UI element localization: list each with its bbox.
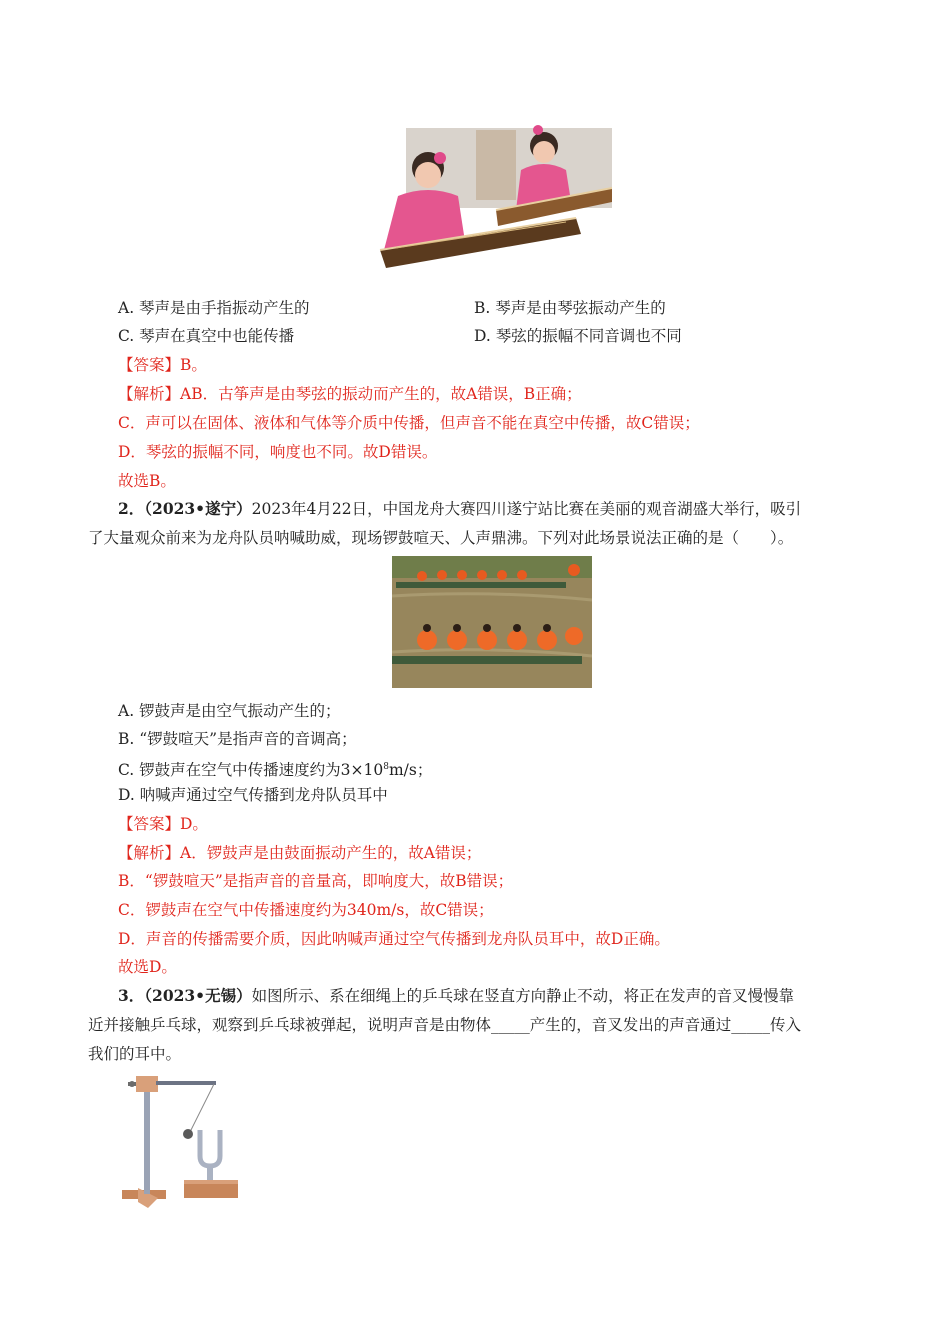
q2-option-b: B. “锣鼓喧天”是指声音的音调高；: [118, 730, 357, 748]
analysis-label: 【解析】: [118, 844, 181, 862]
q1-option-b: B. 琴声是由琴弦振动产生的: [474, 299, 666, 317]
q2-option-c-exponent: 8: [383, 762, 389, 772]
q1-answer: 【答案】B。: [118, 356, 207, 374]
q2-option-a: A. 锣鼓声是由空气振动产生的；: [118, 702, 341, 720]
q1-analysis-1: [118, 383, 582, 405]
q2-option-c-unit: m/s；: [388, 761, 433, 780]
q2-number: 2．: [118, 499, 145, 518]
tuning-fork-diagram: [118, 1070, 248, 1216]
q1-option-a: A. 琴声是由手指振动产生的: [118, 299, 310, 317]
dragon-boat-photo: [392, 556, 592, 688]
analysis-label: 【解析】: [118, 385, 181, 403]
q3-stem-line-1: [118, 985, 794, 1007]
q2-option-c-text: C. 锣鼓声在空气中传播速度约为3×10: [118, 761, 384, 780]
q2-option-d: D. 呐喊声通过空气传播到龙舟队员耳中: [118, 786, 388, 804]
q3-stem-line-3: 我们的耳中。: [88, 1045, 182, 1063]
q2-choose: 故选D。: [118, 958, 177, 976]
q1-option-c: C. 琴声在真空中也能传播: [118, 327, 295, 345]
q2-analysis-1: [118, 842, 481, 864]
q1-choose: 故选B。: [118, 472, 176, 490]
q2-option-c: [118, 756, 432, 781]
q1-option-d: D. 琴弦的振幅不同音调也不同: [474, 327, 682, 345]
q2-analysis-3: C．锣鼓声在空气中传播速度约为340m/s，故C错误；: [118, 901, 494, 919]
q1-analysis-2: C．声可以在固体、液体和气体等介质中传播，但声音不能在真空中传播，故C错误；: [118, 414, 700, 432]
q3-source: （2023•无锡）: [144, 986, 252, 1005]
q1-analysis-3: D．琴弦的振幅不同，响度也不同。故D错误。: [118, 443, 438, 461]
guzheng-photo: [376, 118, 612, 280]
q2-analysis-2: B．“锣鼓喧天”是指声音的音量高，即响度大，故B错误；: [118, 872, 514, 890]
q3-stem: 如图所示、系在细绳上的乒乓球在竖直方向静止不动，将正在发声的音叉慢慢靠: [251, 987, 795, 1005]
q3-number: 3．: [118, 986, 145, 1005]
q2-stem: 2023年4月22日，中国龙舟大赛四川遂宁站比赛在美丽的观音湖盛大举行，吸引: [251, 500, 802, 518]
q2-stem-line-2: 了大量观众前来为龙舟队员呐喊助威，现场锣鼓喧天、人声鼎沸。下列对此场景说法正确的是（ ）。: [88, 529, 794, 547]
q2-answer: 【答案】D。: [118, 815, 208, 833]
analysis-text: A．锣鼓声是由鼓面振动产生的，故A错误；: [180, 844, 482, 862]
q2-analysis-4: D．声音的传播需要介质，因此呐喊声通过空气传播到龙舟队员耳中，故D正确。: [118, 930, 670, 948]
q2-stem-line-1: [118, 498, 801, 520]
analysis-text: AB．古筝声是由琴弦的振动而产生的，故A错误，B正确；: [180, 385, 582, 403]
q3-stem-line-2: 近并接触乒乓球，观察到乒乓球被弹起，说明声音是由物体_____产生的，音叉发出的声音通过_____传入: [88, 1016, 802, 1034]
q2-source: （2023•遂宁）: [144, 499, 252, 518]
